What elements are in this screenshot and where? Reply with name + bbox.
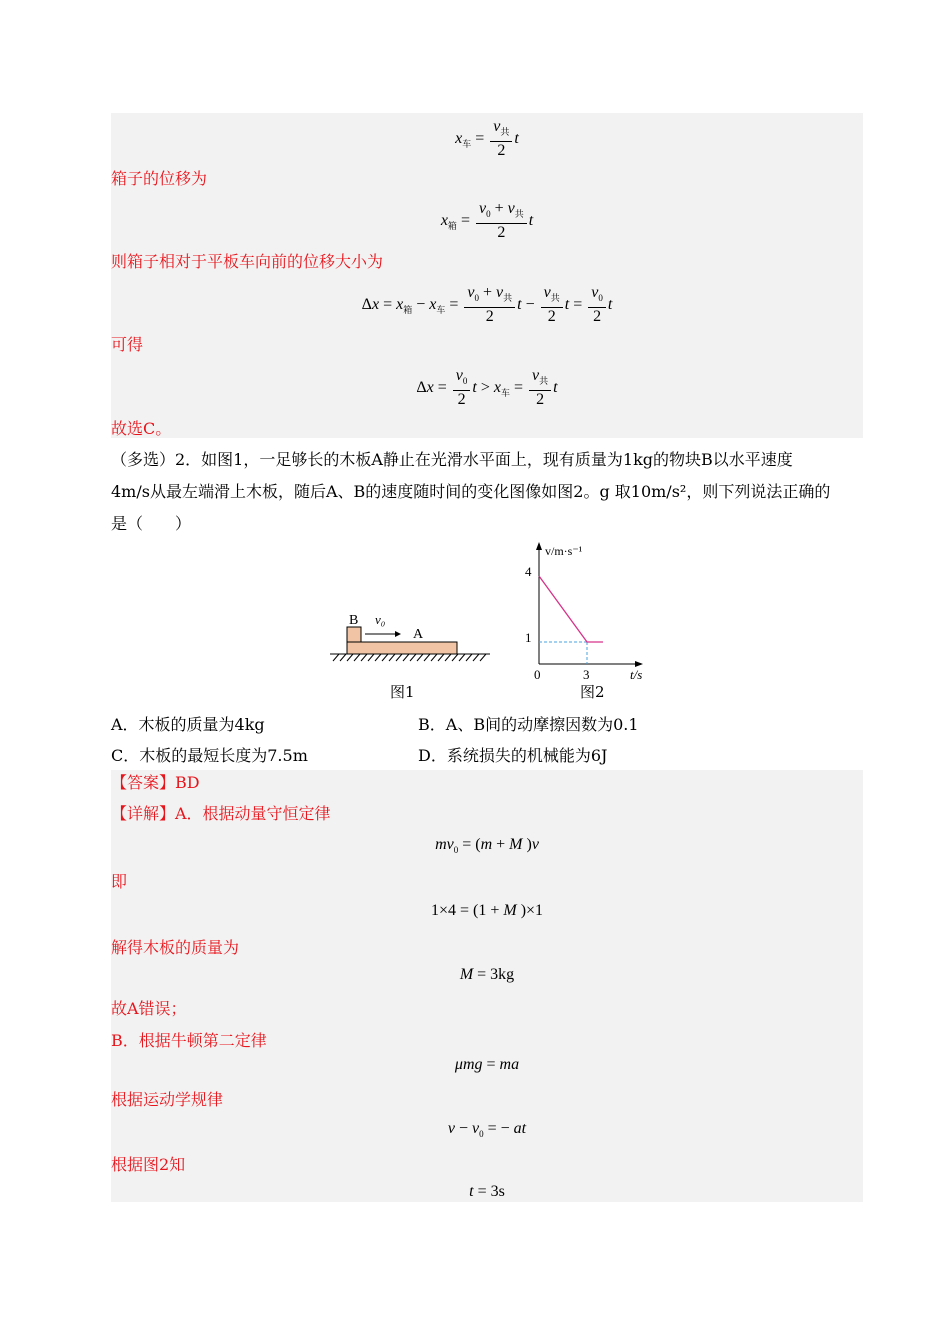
equation-x-car: $x_车$ = $\frac{v_共}{2}$ t <box>455 118 519 160</box>
x-axis-label: t/s <box>630 667 643 682</box>
x-tick-0: 0 <box>534 667 541 682</box>
question-line-2: 4m/s从最左端滑上木板，随后A、B的速度随时间的变化图像如图2。g 取10m/s²，则下列说法正确的 <box>111 482 831 501</box>
y-axis-label: v/m·s⁻¹ <box>545 544 583 558</box>
option-c[interactable]: C．木板的最短长度为7.5m <box>111 746 308 765</box>
y-axis-arrow <box>536 542 542 550</box>
text-newton-law: B．根据牛顿第二定律 <box>111 1031 267 1050</box>
text-solve-mass: 解得木板的质量为 <box>111 938 240 957</box>
board-a <box>347 642 457 654</box>
block-b <box>347 627 361 642</box>
y-tick-1: 1 <box>525 630 532 645</box>
text-ji: 即 <box>111 872 128 891</box>
question-line-1: （多选）2．如图1，一足够长的木板A静止在光滑水平面上，现有质量为1kg的物块B以水平速度 <box>111 450 793 469</box>
text-kinematics: 根据运动学规律 <box>111 1090 224 1109</box>
label-b: B <box>349 613 359 628</box>
label-a: A <box>413 627 424 642</box>
equation-mass-result: M = 3kg <box>459 966 515 983</box>
figure-2-caption: 图2 <box>580 683 605 701</box>
equation-compare: Δx = $\frac{v_0}{2}$ $t > x_车$ = $\frac{v_共}{2}$ t <box>416 367 558 409</box>
x-tick-3: 3 <box>583 667 590 682</box>
equation-kinematics: $v - v_0$ = − at <box>447 1120 527 1140</box>
ground-hatch <box>333 654 486 661</box>
equation-x-box: $x_箱$ = $\frac{v_0 + v_共}{2}$ t <box>440 200 534 242</box>
equation-momentum: $mv_0 = (m + M$ )v <box>435 836 539 856</box>
equation-numeric: 1×4 = (1 + M )×1 <box>430 902 544 919</box>
label-v0: v₀ <box>375 612 386 627</box>
question-text <box>111 444 863 540</box>
equation-time: t = 3s <box>469 1183 505 1200</box>
text-from-fig2: 根据图2知 <box>111 1155 186 1174</box>
option-b[interactable]: B．A、B间的动摩擦因数为0.1 <box>418 715 639 734</box>
figure-2-chart <box>515 540 660 682</box>
series-b-line <box>539 576 603 642</box>
text-choose-c: 故选C。 <box>111 419 172 438</box>
answer-label: 【答案】BD <box>111 773 200 792</box>
text-can-get: 可得 <box>111 335 144 354</box>
question-line-3: 是（ ） <box>111 514 192 533</box>
equation-delta-x: $\Delta x = x_箱 - x_车$ = $\frac{v_0 + v_共}{2}$ t − $\frac{v_共}{2}$ t = $\frac{v_0}{2}$ t <box>361 284 613 326</box>
option-a[interactable]: A．木板的质量为4kg <box>111 715 265 734</box>
text-box-displacement: 箱子的位移为 <box>111 169 208 188</box>
text-relative-displacement: 则箱子相对于平板车向前的位移大小为 <box>111 252 384 271</box>
y-tick-4: 4 <box>525 564 532 579</box>
velocity-arrow-head <box>395 631 401 637</box>
equation-friction: μmg = ma <box>454 1056 520 1073</box>
detail-label: 【详解】A．根据动量守恒定律 <box>111 804 331 823</box>
text-a-wrong: 故A错误； <box>111 999 187 1018</box>
option-d[interactable]: D．系统损失的机械能为6J <box>418 746 608 765</box>
figure-1-caption: 图1 <box>390 683 415 701</box>
